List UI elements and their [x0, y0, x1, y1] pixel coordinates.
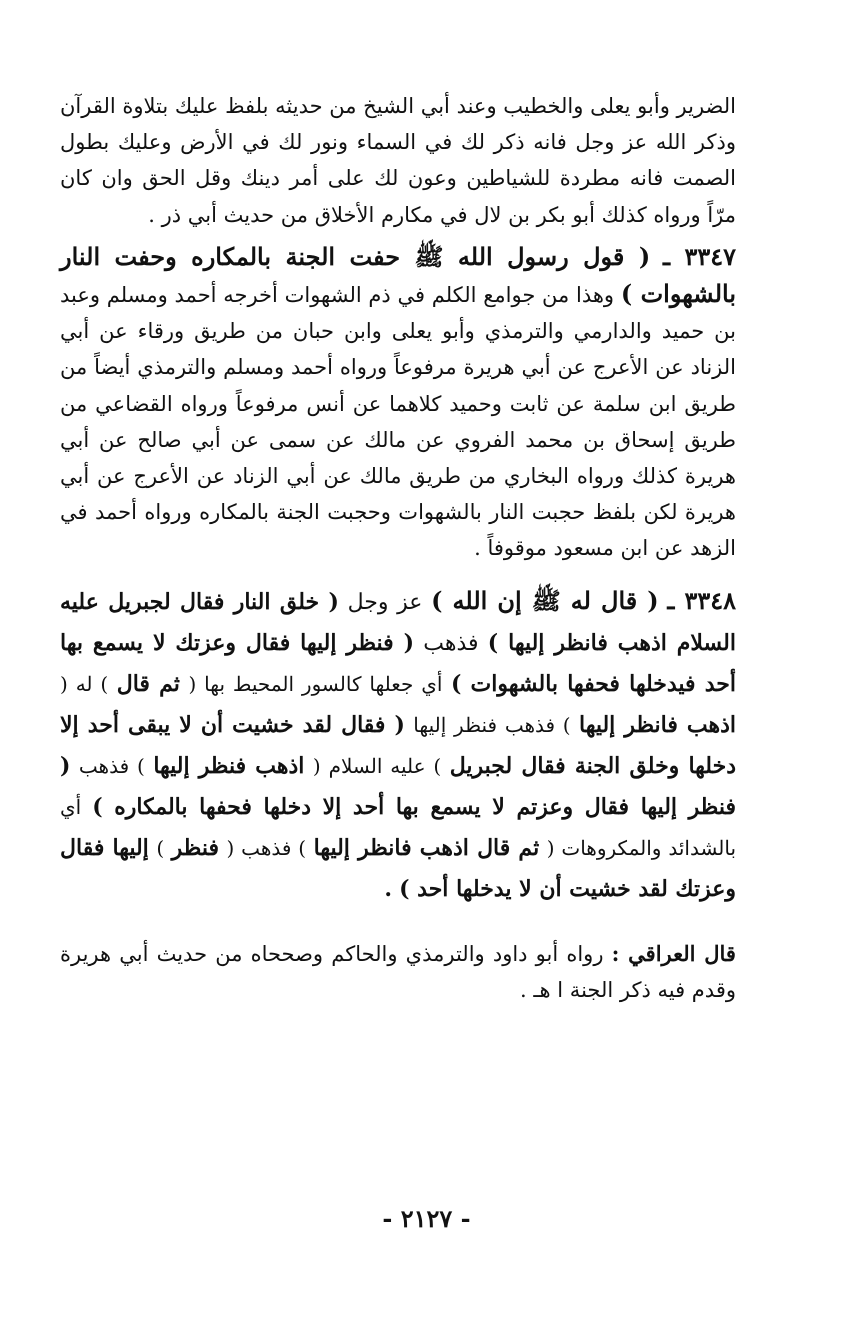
hadith-segment: اذهب فنظر إليها: [153, 752, 305, 779]
commentary-segment: عز وجل: [347, 589, 423, 615]
paragraph-text: الضرير وأبو يعلى والخطيب وعند أبي الشيخ من حديثه بلفظ عليك بتلاوة القرآن وذكر الله عز وجل فانه ذكر لك في السماء ونور لك في الأرض وعليك بطول الصمت فانه مطردة للشياطين وعون لك على أمر دينك وقل الحق وان كان مرّاً ورواه كذلك أبو بكر بن لال في مكارم الأخلاق من حديث أبي ذر .: [60, 94, 736, 227]
hadith-segment: ( قال له ﷺ إن الله ): [431, 585, 659, 615]
entry-number: ٣٣٤٧ ـ: [662, 241, 736, 271]
hadith-segment: ( خلق النار فقال لجبريل عليه السلام اذهب فانظر إليها ): [60, 588, 736, 656]
hadith-segment: ( فقال لقد خشيت أن لا يبقى أحد إلا دخلها وخلق الجنة فقال لجبريل: [60, 711, 736, 779]
paragraph-3347: [60, 239, 736, 567]
hadith-segment: اذهب فانظر إليها: [579, 711, 737, 738]
commentary-segment: ): [156, 835, 165, 860]
commentary-text: وهذا من جوامع الكلم في ذم الشهوات أخرجه أحمد ومسلم وعبد بن حميد والدارمي والترمذي وأبو يعلى وابن حبان من طريق ورقاء عن أبي الزناد عن الأعرج عن أبي هريرة مرفوعاً ورواه أحمد ومسلم والترمذي أيضاً من طريق ابن سلمة عن ثابت وحميد كلاهما عن أنس مرفوعاً ورواه القضاعي من طريق إسحاق بن محمد الفروي عن مالك عن سمى عن أبي صالح عن أبي هريرة كذلك ورواه البخاري من طريق مالك عن أبي الزناد عن الأعرج عن أبي هريرة لكن بلفظ حجبت النار بالشهوات وحجبت الجنة بالمكاره ورواه أحمد في الزهد عن ابن مسعود موقوفاً .: [60, 283, 736, 561]
page-number: - ٢١٢٧ -: [382, 1204, 471, 1233]
commentary-segment: ) عليه السلام (: [312, 753, 442, 778]
paragraph-3348: [60, 581, 736, 910]
hadith-segment: إليها فقال وعزتك لقد خشيت أن لا يدخلها أحد ): [60, 834, 736, 902]
commentary-segment: ) فذهب فنظر إليها: [413, 712, 571, 737]
commentary-segment: ) له (: [60, 671, 109, 696]
entry-number: ٣٣٤٨ ـ: [667, 585, 737, 615]
paragraph-continuation: [60, 88, 736, 233]
paragraph-iraqi: [60, 936, 736, 1008]
page-body: [60, 88, 736, 1008]
source-text: رواه أبو داود والترمذي والحاكم وصححاه من حديث أبي هريرة وقدم فيه ذكر الجنة ا هـ .: [60, 941, 736, 1002]
commentary-segment: أي بالشدائد والمكروهات (: [60, 794, 737, 860]
commentary-segment: أي جعلها كالسور المحيط بها (: [188, 671, 443, 696]
hadith-segment: ( فنظر إليها فقال وعزتم لا يسمع بها أحد إلا دخلها فحفها بالمكاره ): [60, 752, 736, 820]
hadith-segment: ثم قال: [116, 670, 180, 697]
source-label: قال العراقي :: [611, 940, 736, 966]
commentary-segment: ) فذهب (: [226, 835, 307, 860]
hadith-segment: ( فنظر إليها فقال وعزتك لا يسمع بها أحد فيدخلها فحفها بالشهوات ): [60, 629, 736, 697]
full-stop: .: [384, 875, 393, 902]
commentary-segment: ) فذهب: [78, 753, 145, 778]
hadith-segment: ثم قال اذهب فانظر إليها: [313, 834, 540, 861]
hadith-segment: فنظر: [171, 834, 219, 861]
commentary-segment: فذهب: [423, 630, 479, 656]
hadith-heading: ( قول رسول الله ﷺ حفت الجنة بالمكاره وحفت النار بالشهوات ): [60, 241, 737, 309]
